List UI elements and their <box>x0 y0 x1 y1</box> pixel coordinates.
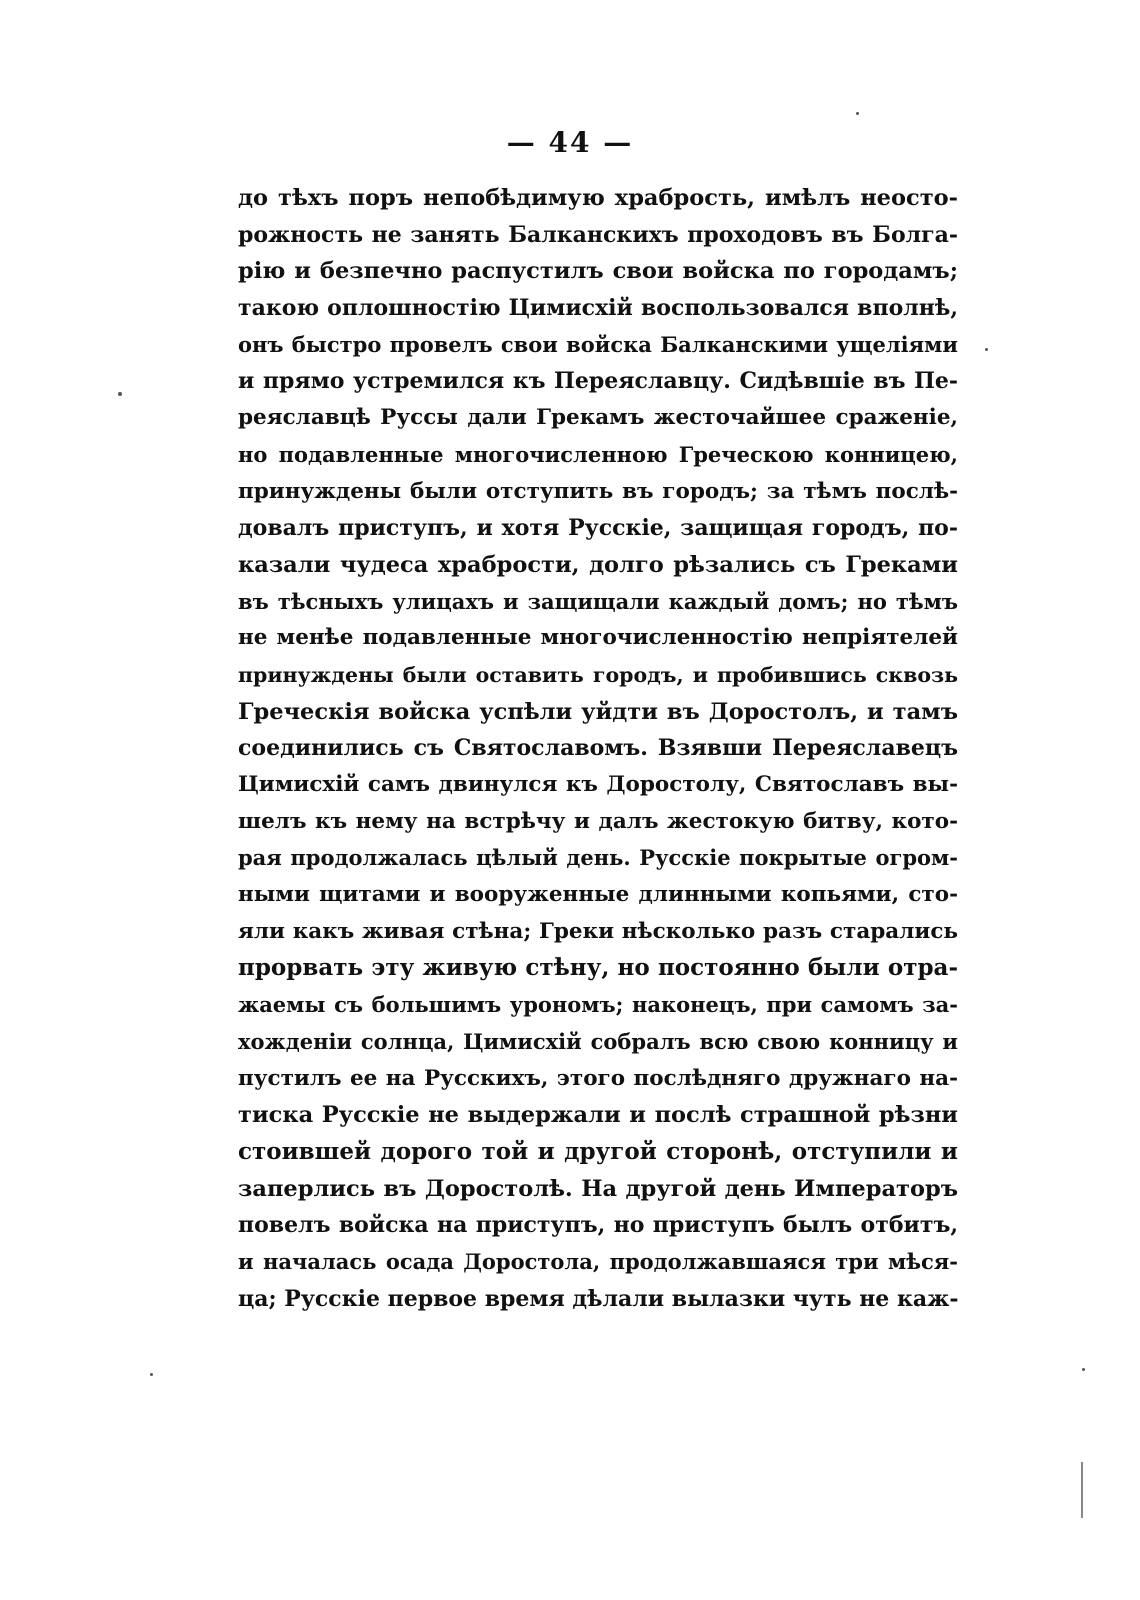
text-line: принуждены были оставить городъ, и пробившись сквозь <box>238 662 958 687</box>
text-line: но подавленные многочисленною Греческою конницею, <box>238 441 958 467</box>
text-line: не менѣе подавленные многочисленностію непріятелей <box>238 625 958 651</box>
text-line: казали чудеса храбрости, долго рѣзались съ Греками <box>238 551 958 578</box>
scan-speck <box>150 1373 153 1376</box>
scan-speck <box>856 112 859 115</box>
text-line: тиска Русскіе не выдержали и послѣ страшной рѣзни <box>238 1102 958 1129</box>
text-line: шелъ къ нему на встрѣчу и далъ жестокую битву, кото- <box>238 808 958 834</box>
text-line: ца; Русскіе первое время дѣлали вылазки чуть не каж- <box>238 1285 958 1312</box>
text-line: пустилъ ее на Русскихъ, этого послѣдняго дружнаго на- <box>238 1065 958 1091</box>
page-number: — 44 — <box>506 126 634 159</box>
scan-speck <box>118 392 122 396</box>
text-line: Греческія войска успѣли уйдти въ Доростолъ, и тамъ <box>238 698 958 725</box>
text-line: рію и безпечно распустилъ свои войска по городамъ; <box>238 258 958 285</box>
text-line: соединились съ Святославомъ. Взявши Переяславецъ <box>238 735 958 762</box>
text-line: такою оплошностію Цимисхій воспользовался вполнѣ, <box>238 295 958 322</box>
text-line: довалъ приступъ, и хотя Русскіе, защищая городъ, по- <box>238 515 958 542</box>
text-line: рая продолжалась цѣлый день. Русскіе покрытые огром- <box>238 845 958 871</box>
text-line: прорвать эту живую стѣну, но постоянно были отра- <box>238 954 958 982</box>
text-line: и началась осада Доростола, продолжавшаяся три мѣся- <box>238 1248 958 1274</box>
text-line: онъ быстро провелъ свои войска Балканскими ущеліями <box>238 331 958 357</box>
text-line: ными щитами и вооруженные длинными копьями, сто- <box>238 882 958 908</box>
text-line: яли какъ живая стѣна; Греки нѣсколько разъ старались <box>238 918 958 944</box>
text-line: рожность не занять Балканскихъ проходовъ въ Болга- <box>238 221 958 248</box>
scan-speck <box>985 348 988 351</box>
text-line: принуждены были отступить въ городъ; за тѣмъ послѣ- <box>238 478 958 504</box>
text-line: жаемы съ большимъ урономъ; наконецъ, при самомъ за- <box>238 992 958 1018</box>
text-line: хожденіи солнца, Цимисхій собралъ всю свою конницу и <box>238 1028 958 1054</box>
text-line: реяславцѣ Руссы дали Грекамъ жесточайшее сраженіе, <box>238 405 958 431</box>
text-line: и прямо устремился къ Переяславцу. Сидѣвшіе въ Пе- <box>238 368 958 395</box>
scan-edge-mark <box>1081 1462 1083 1518</box>
text-line: заперлись въ Доростолѣ. На другой день Императоръ <box>238 1175 958 1202</box>
text-line: Цимисхій самъ двинулся къ Доростолу, Святославъ вы- <box>238 772 958 797</box>
scan-speck <box>1082 1368 1085 1371</box>
text-line: повелъ войска на приступъ, но приступъ былъ отбитъ, <box>238 1212 958 1239</box>
text-line: стоившей дорого той и другой сторонѣ, отступили и <box>238 1137 958 1165</box>
text-line: до тѣхъ поръ непобѣдимую храбрость, имѣлъ неосто- <box>238 185 958 211</box>
text-line: въ тѣсныхъ улицахъ и защищали каждый домъ; но тѣмъ <box>238 588 958 614</box>
body-text <box>238 180 958 1317</box>
